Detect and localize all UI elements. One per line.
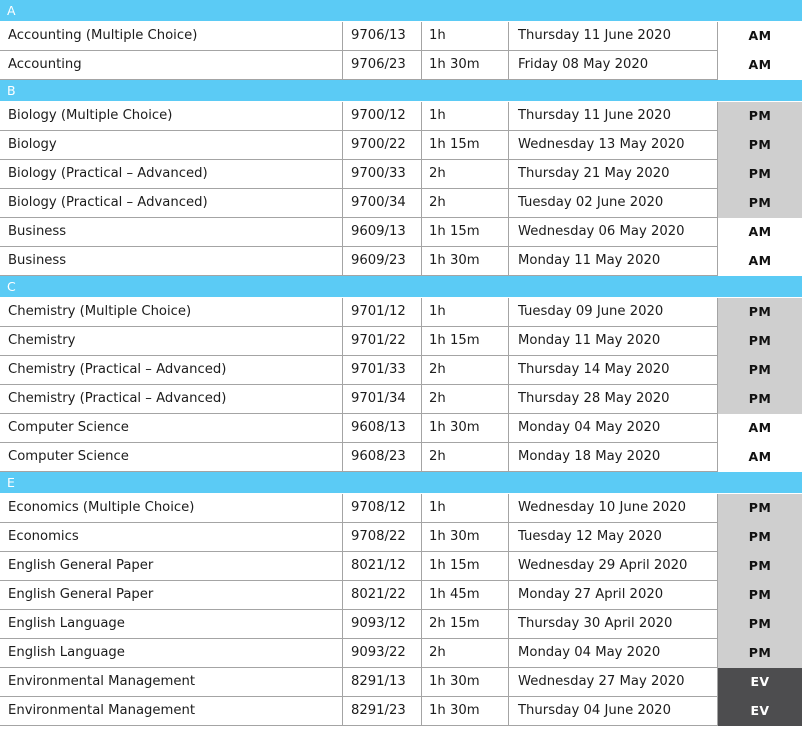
date-cell: Thursday 28 May 2020 [509,385,718,414]
subject-cell: Environmental Management [0,697,343,726]
section-header-c [0,276,802,298]
session-cell: PM [718,327,802,356]
component-code-cell: 9708/22 [343,523,422,552]
date-cell: Monday 11 May 2020 [509,247,718,276]
session-cell: PM [718,552,802,581]
subject-cell: Business [0,247,343,276]
table-row [0,327,802,356]
table-row [0,385,802,414]
component-code-cell: 9706/13 [343,22,422,51]
component-code-cell: 9706/23 [343,51,422,80]
date-cell: Tuesday 12 May 2020 [509,523,718,552]
table-row [0,189,802,218]
component-code-cell: 8291/13 [343,668,422,697]
duration-cell: 2h [422,443,509,472]
date-cell: Monday 04 May 2020 [509,414,718,443]
duration-cell: 2h 15m [422,610,509,639]
component-code-cell: 9609/13 [343,218,422,247]
session-cell: AM [718,247,802,276]
subject-cell: Economics [0,523,343,552]
session-cell: PM [718,523,802,552]
date-cell: Tuesday 02 June 2020 [509,189,718,218]
component-code-cell: 9608/23 [343,443,422,472]
duration-cell: 1h 15m [422,552,509,581]
subject-cell: Chemistry [0,327,343,356]
session-cell: PM [718,494,802,523]
duration-cell: 1h [422,102,509,131]
component-code-cell: 9700/34 [343,189,422,218]
date-cell: Thursday 04 June 2020 [509,697,718,726]
date-cell: Wednesday 10 June 2020 [509,494,718,523]
date-cell: Wednesday 13 May 2020 [509,131,718,160]
section-header-b [0,80,802,102]
duration-cell: 1h 45m [422,581,509,610]
duration-cell: 1h [422,22,509,51]
session-cell: PM [718,356,802,385]
table-row [0,247,802,276]
date-cell: Wednesday 06 May 2020 [509,218,718,247]
duration-cell: 1h 30m [422,697,509,726]
table-row [0,697,802,726]
component-code-cell: 9701/22 [343,327,422,356]
component-code-cell: 9093/22 [343,639,422,668]
table-row [0,494,802,523]
date-cell: Wednesday 27 May 2020 [509,668,718,697]
date-cell: Thursday 11 June 2020 [509,102,718,131]
component-code-cell: 9609/23 [343,247,422,276]
section-letter: A [7,3,16,18]
subject-cell: Biology (Multiple Choice) [0,102,343,131]
duration-cell: 1h [422,494,509,523]
duration-cell: 1h 30m [422,51,509,80]
session-cell: PM [718,385,802,414]
table-row [0,639,802,668]
section-letter: C [7,279,16,294]
session-cell: AM [718,414,802,443]
subject-cell: English Language [0,639,343,668]
table-row [0,414,802,443]
table-row [0,581,802,610]
session-cell: AM [718,51,802,80]
session-cell: PM [718,639,802,668]
date-cell: Monday 27 April 2020 [509,581,718,610]
date-cell: Thursday 11 June 2020 [509,22,718,51]
subject-cell: English Language [0,610,343,639]
subject-cell: Biology (Practical – Advanced) [0,189,343,218]
session-cell: PM [718,131,802,160]
session-cell: AM [718,218,802,247]
table-row [0,523,802,552]
date-cell: Thursday 21 May 2020 [509,160,718,189]
table-row [0,610,802,639]
section-letter: E [7,475,16,490]
table-row [0,443,802,472]
session-cell: AM [718,443,802,472]
date-cell: Monday 18 May 2020 [509,443,718,472]
session-cell: EV [718,668,802,697]
table-row [0,552,802,581]
duration-cell: 2h [422,160,509,189]
component-code-cell: 9701/12 [343,298,422,327]
duration-cell: 2h [422,385,509,414]
component-code-cell: 9700/33 [343,160,422,189]
component-code-cell: 9093/12 [343,610,422,639]
component-code-cell: 9700/12 [343,102,422,131]
component-code-cell: 9708/12 [343,494,422,523]
section-header-e [0,472,802,494]
component-code-cell: 9700/22 [343,131,422,160]
duration-cell: 2h [422,189,509,218]
subject-cell: Computer Science [0,443,343,472]
subject-cell: Computer Science [0,414,343,443]
duration-cell: 1h [422,298,509,327]
date-cell: Tuesday 09 June 2020 [509,298,718,327]
session-cell: PM [718,610,802,639]
date-cell: Monday 11 May 2020 [509,327,718,356]
section-header-a [0,0,802,22]
subject-cell: Biology [0,131,343,160]
duration-cell: 2h [422,356,509,385]
table-row [0,160,802,189]
table-row [0,131,802,160]
component-code-cell: 8021/22 [343,581,422,610]
duration-cell: 1h 15m [422,218,509,247]
component-code-cell: 9701/34 [343,385,422,414]
session-cell: PM [718,160,802,189]
date-cell: Wednesday 29 April 2020 [509,552,718,581]
date-cell: Thursday 14 May 2020 [509,356,718,385]
subject-cell: Accounting (Multiple Choice) [0,22,343,51]
session-cell: PM [718,102,802,131]
session-cell: EV [718,697,802,726]
subject-cell: Accounting [0,51,343,80]
subject-cell: English General Paper [0,581,343,610]
table-row [0,298,802,327]
duration-cell: 1h 30m [422,414,509,443]
subject-cell: Business [0,218,343,247]
subject-cell: Economics (Multiple Choice) [0,494,343,523]
component-code-cell: 8291/23 [343,697,422,726]
subject-cell: Chemistry (Practical – Advanced) [0,385,343,414]
table-row [0,218,802,247]
duration-cell: 1h 30m [422,668,509,697]
duration-cell: 1h 30m [422,523,509,552]
table-row [0,668,802,697]
subject-cell: Chemistry (Multiple Choice) [0,298,343,327]
session-cell: AM [718,22,802,51]
table-row [0,22,802,51]
component-code-cell: 9701/33 [343,356,422,385]
session-cell: PM [718,189,802,218]
component-code-cell: 8021/12 [343,552,422,581]
date-cell: Monday 04 May 2020 [509,639,718,668]
table-row [0,51,802,80]
subject-cell: Chemistry (Practical – Advanced) [0,356,343,385]
date-cell: Friday 08 May 2020 [509,51,718,80]
duration-cell: 2h [422,639,509,668]
session-cell: PM [718,298,802,327]
table-row [0,102,802,131]
subject-cell: English General Paper [0,552,343,581]
table-row [0,356,802,385]
component-code-cell: 9608/13 [343,414,422,443]
subject-cell: Environmental Management [0,668,343,697]
duration-cell: 1h 15m [422,327,509,356]
duration-cell: 1h 15m [422,131,509,160]
session-cell: PM [718,581,802,610]
duration-cell: 1h 30m [422,247,509,276]
date-cell: Thursday 30 April 2020 [509,610,718,639]
subject-cell: Biology (Practical – Advanced) [0,160,343,189]
section-letter: B [7,83,16,98]
